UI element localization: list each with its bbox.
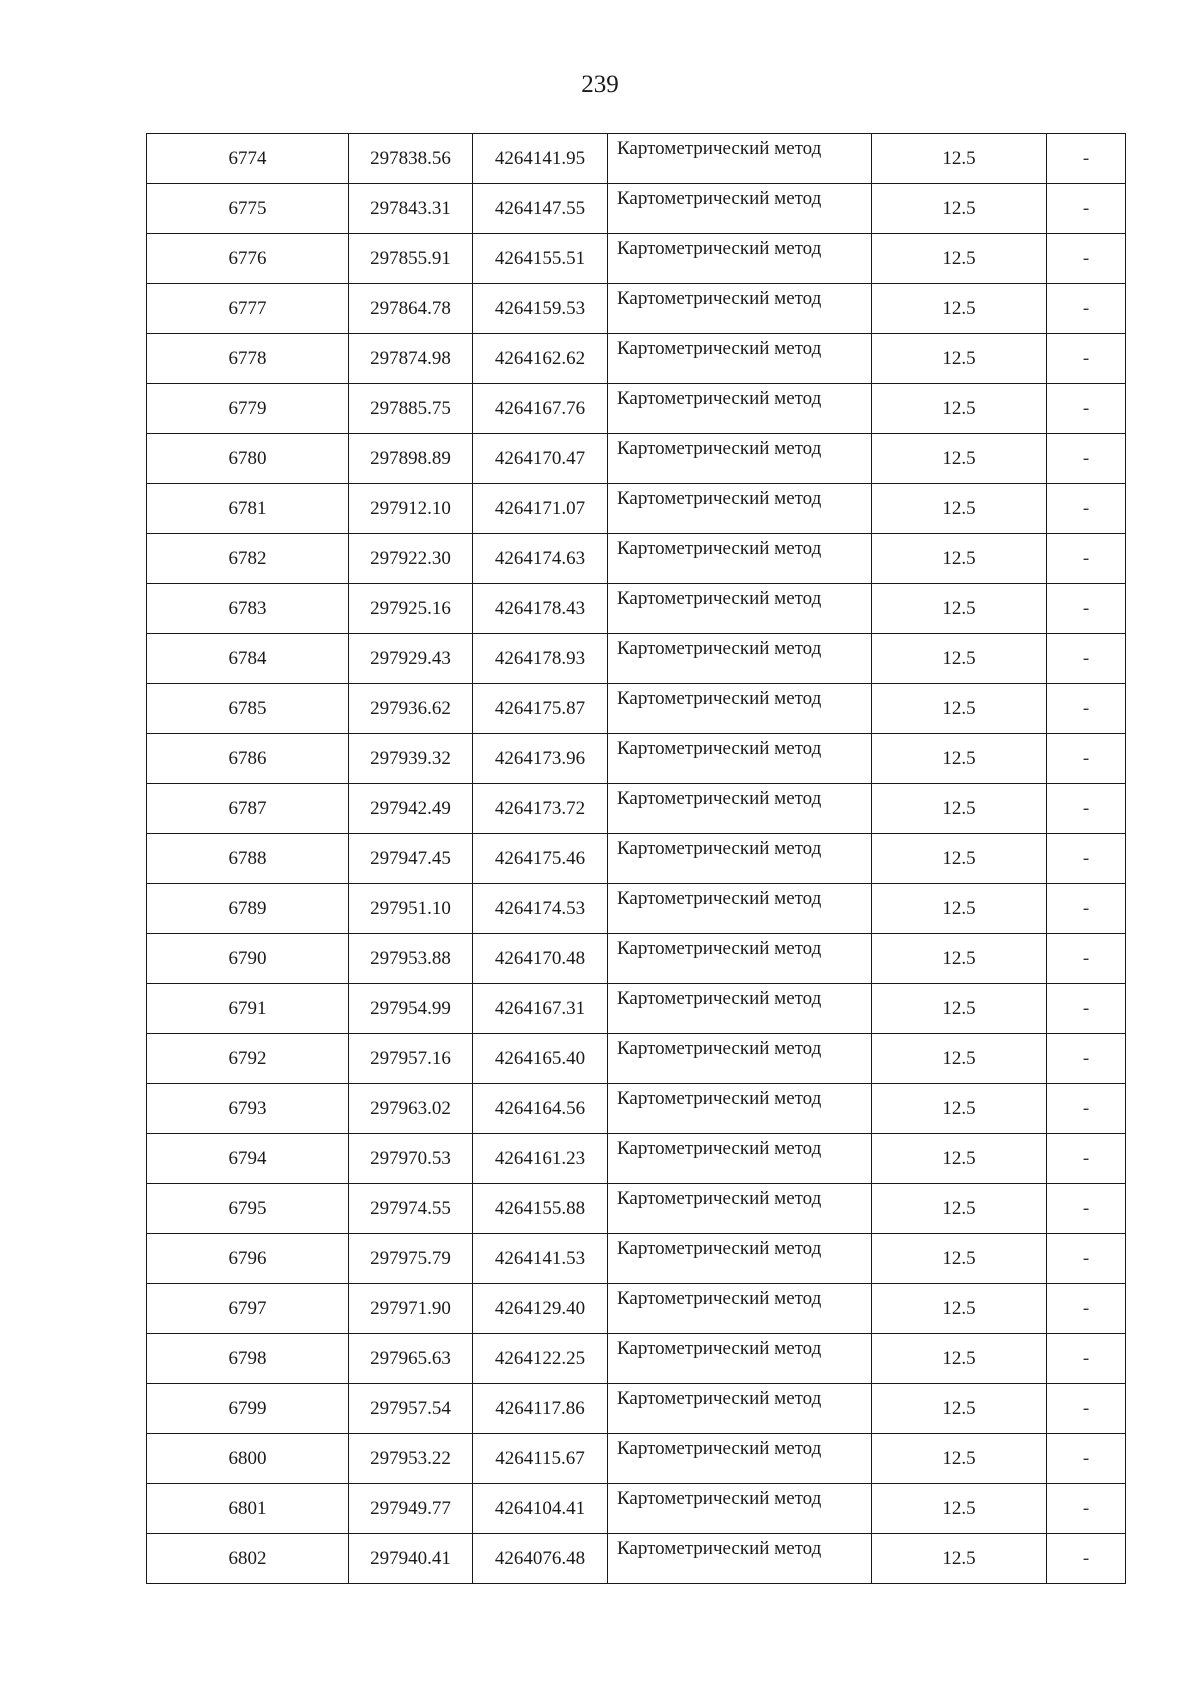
accuracy-cell: 12.5 [872,434,1047,484]
coordinates-table [146,133,1126,1584]
point-number-cell: 6795 [147,1184,349,1234]
table-row [147,234,1126,284]
table-row [147,384,1126,434]
note-cell: - [1047,1084,1126,1134]
method-cell: Картометрический метод [608,784,872,834]
point-number-cell: 6794 [147,1134,349,1184]
y-coordinate-cell: 4264174.53 [473,884,608,934]
y-coordinate-cell: 4264171.07 [473,484,608,534]
y-coordinate-cell: 4264175.87 [473,684,608,734]
point-number-cell: 6801 [147,1484,349,1534]
point-number-cell: 6776 [147,234,349,284]
note-cell: - [1047,584,1126,634]
accuracy-cell: 12.5 [872,884,1047,934]
table-row [147,1234,1126,1284]
note-cell: - [1047,1384,1126,1434]
accuracy-cell: 12.5 [872,1234,1047,1284]
accuracy-cell: 12.5 [872,1534,1047,1584]
method-cell: Картометрический метод [608,234,872,284]
method-cell: Картометрический метод [608,284,872,334]
accuracy-cell: 12.5 [872,734,1047,784]
table-row [147,1184,1126,1234]
point-number-cell: 6777 [147,284,349,334]
y-coordinate-cell: 4264178.43 [473,584,608,634]
x-coordinate-cell: 297843.31 [349,184,473,234]
x-coordinate-cell: 297953.88 [349,934,473,984]
y-coordinate-cell: 4264167.76 [473,384,608,434]
method-cell: Картометрический метод [608,134,872,184]
method-cell: Картометрический метод [608,534,872,584]
accuracy-cell: 12.5 [872,284,1047,334]
point-number-cell: 6802 [147,1534,349,1584]
y-coordinate-cell: 4264141.95 [473,134,608,184]
x-coordinate-cell: 297954.99 [349,984,473,1034]
x-coordinate-cell: 297974.55 [349,1184,473,1234]
y-coordinate-cell: 4264147.55 [473,184,608,234]
note-cell: - [1047,1334,1126,1384]
x-coordinate-cell: 297947.45 [349,834,473,884]
note-cell: - [1047,434,1126,484]
table-row [147,734,1126,784]
table-row [147,684,1126,734]
y-coordinate-cell: 4264115.67 [473,1434,608,1484]
y-coordinate-cell: 4264117.86 [473,1384,608,1434]
accuracy-cell: 12.5 [872,184,1047,234]
x-coordinate-cell: 297951.10 [349,884,473,934]
y-coordinate-cell: 4264155.51 [473,234,608,284]
accuracy-cell: 12.5 [872,384,1047,434]
x-coordinate-cell: 297949.77 [349,1484,473,1534]
table-row [147,1534,1126,1584]
y-coordinate-cell: 4264175.46 [473,834,608,884]
y-coordinate-cell: 4264161.23 [473,1134,608,1184]
note-cell: - [1047,1484,1126,1534]
accuracy-cell: 12.5 [872,684,1047,734]
note-cell: - [1047,1184,1126,1234]
y-coordinate-cell: 4264076.48 [473,1534,608,1584]
accuracy-cell: 12.5 [872,1084,1047,1134]
point-number-cell: 6788 [147,834,349,884]
method-cell: Картометрический метод [608,634,872,684]
point-number-cell: 6782 [147,534,349,584]
table-row [147,484,1126,534]
table-row [147,1134,1126,1184]
accuracy-cell: 12.5 [872,934,1047,984]
y-coordinate-cell: 4264141.53 [473,1234,608,1284]
note-cell: - [1047,984,1126,1034]
method-cell: Картометрический метод [608,984,872,1034]
table-row [147,1334,1126,1384]
accuracy-cell: 12.5 [872,1384,1047,1434]
page-number: 239 [581,71,619,98]
method-cell: Картометрический метод [608,884,872,934]
point-number-cell: 6799 [147,1384,349,1434]
method-cell: Картометрический метод [608,1534,872,1584]
table-row [147,1484,1126,1534]
x-coordinate-cell: 297885.75 [349,384,473,434]
accuracy-cell: 12.5 [872,484,1047,534]
point-number-cell: 6783 [147,584,349,634]
x-coordinate-cell: 297912.10 [349,484,473,534]
x-coordinate-cell: 297838.56 [349,134,473,184]
table-row [147,284,1126,334]
point-number-cell: 6797 [147,1284,349,1334]
accuracy-cell: 12.5 [872,784,1047,834]
point-number-cell: 6796 [147,1234,349,1284]
accuracy-cell: 12.5 [872,834,1047,884]
method-cell: Картометрический метод [608,1034,872,1084]
point-number-cell: 6785 [147,684,349,734]
note-cell: - [1047,784,1126,834]
accuracy-cell: 12.5 [872,1484,1047,1534]
x-coordinate-cell: 297940.41 [349,1534,473,1584]
table-row [147,984,1126,1034]
accuracy-cell: 12.5 [872,334,1047,384]
note-cell: - [1047,1234,1126,1284]
table-row [147,134,1126,184]
y-coordinate-cell: 4264167.31 [473,984,608,1034]
note-cell: - [1047,934,1126,984]
y-coordinate-cell: 4264165.40 [473,1034,608,1084]
point-number-cell: 6790 [147,934,349,984]
table-row [147,934,1126,984]
point-number-cell: 6789 [147,884,349,934]
accuracy-cell: 12.5 [872,634,1047,684]
table-row [147,1284,1126,1334]
method-cell: Картометрический метод [608,1484,872,1534]
method-cell: Картометрический метод [608,484,872,534]
y-coordinate-cell: 4264162.62 [473,334,608,384]
x-coordinate-cell: 297957.16 [349,1034,473,1084]
y-coordinate-cell: 4264104.41 [473,1484,608,1534]
method-cell: Картометрический метод [608,434,872,484]
y-coordinate-cell: 4264159.53 [473,284,608,334]
accuracy-cell: 12.5 [872,1034,1047,1084]
point-number-cell: 6792 [147,1034,349,1084]
x-coordinate-cell: 297874.98 [349,334,473,384]
point-number-cell: 6791 [147,984,349,1034]
point-number-cell: 6798 [147,1334,349,1384]
note-cell: - [1047,184,1126,234]
method-cell: Картометрический метод [608,1134,872,1184]
note-cell: - [1047,734,1126,784]
table-row [147,584,1126,634]
y-coordinate-cell: 4264129.40 [473,1284,608,1334]
x-coordinate-cell: 297898.89 [349,434,473,484]
x-coordinate-cell: 297971.90 [349,1284,473,1334]
table-row [147,1434,1126,1484]
accuracy-cell: 12.5 [872,134,1047,184]
note-cell: - [1047,484,1126,534]
method-cell: Картометрический метод [608,334,872,384]
method-cell: Картометрический метод [608,684,872,734]
note-cell: - [1047,134,1126,184]
accuracy-cell: 12.5 [872,984,1047,1034]
method-cell: Картометрический метод [608,584,872,634]
point-number-cell: 6775 [147,184,349,234]
point-number-cell: 6781 [147,484,349,534]
table-row [147,184,1126,234]
method-cell: Картометрический метод [608,184,872,234]
accuracy-cell: 12.5 [872,1134,1047,1184]
method-cell: Картометрический метод [608,834,872,884]
method-cell: Картометрический метод [608,1384,872,1434]
y-coordinate-cell: 4264164.56 [473,1084,608,1134]
note-cell: - [1047,834,1126,884]
method-cell: Картометрический метод [608,384,872,434]
point-number-cell: 6778 [147,334,349,384]
method-cell: Картометрический метод [608,1184,872,1234]
table-row [147,884,1126,934]
note-cell: - [1047,1134,1126,1184]
accuracy-cell: 12.5 [872,534,1047,584]
note-cell: - [1047,1534,1126,1584]
x-coordinate-cell: 297957.54 [349,1384,473,1434]
accuracy-cell: 12.5 [872,1284,1047,1334]
table-row [147,434,1126,484]
point-number-cell: 6780 [147,434,349,484]
x-coordinate-cell: 297939.32 [349,734,473,784]
x-coordinate-cell: 297864.78 [349,284,473,334]
x-coordinate-cell: 297975.79 [349,1234,473,1284]
note-cell: - [1047,634,1126,684]
note-cell: - [1047,684,1126,734]
y-coordinate-cell: 4264170.47 [473,434,608,484]
point-number-cell: 6800 [147,1434,349,1484]
accuracy-cell: 12.5 [872,1184,1047,1234]
note-cell: - [1047,1034,1126,1084]
note-cell: - [1047,884,1126,934]
y-coordinate-cell: 4264173.72 [473,784,608,834]
method-cell: Картометрический метод [608,1434,872,1484]
point-number-cell: 6787 [147,784,349,834]
table-row [147,1034,1126,1084]
note-cell: - [1047,334,1126,384]
note-cell: - [1047,1284,1126,1334]
y-coordinate-cell: 4264174.63 [473,534,608,584]
accuracy-cell: 12.5 [872,234,1047,284]
method-cell: Картометрический метод [608,1334,872,1384]
accuracy-cell: 12.5 [872,1334,1047,1384]
point-number-cell: 6786 [147,734,349,784]
x-coordinate-cell: 297965.63 [349,1334,473,1384]
method-cell: Картометрический метод [608,1234,872,1284]
method-cell: Картометрический метод [608,934,872,984]
y-coordinate-cell: 4264122.25 [473,1334,608,1384]
table-row [147,634,1126,684]
table-body [147,134,1126,1584]
table-row [147,1084,1126,1134]
x-coordinate-cell: 297922.30 [349,534,473,584]
table-row [147,1384,1126,1434]
x-coordinate-cell: 297936.62 [349,684,473,734]
y-coordinate-cell: 4264155.88 [473,1184,608,1234]
point-number-cell: 6784 [147,634,349,684]
x-coordinate-cell: 297855.91 [349,234,473,284]
accuracy-cell: 12.5 [872,1434,1047,1484]
x-coordinate-cell: 297925.16 [349,584,473,634]
x-coordinate-cell: 297942.49 [349,784,473,834]
point-number-cell: 6793 [147,1084,349,1134]
method-cell: Картометрический метод [608,734,872,784]
point-number-cell: 6774 [147,134,349,184]
y-coordinate-cell: 4264170.48 [473,934,608,984]
x-coordinate-cell: 297929.43 [349,634,473,684]
note-cell: - [1047,534,1126,584]
method-cell: Картометрический метод [608,1284,872,1334]
x-coordinate-cell: 297963.02 [349,1084,473,1134]
note-cell: - [1047,1434,1126,1484]
y-coordinate-cell: 4264178.93 [473,634,608,684]
x-coordinate-cell: 297953.22 [349,1434,473,1484]
table-row [147,784,1126,834]
y-coordinate-cell: 4264173.96 [473,734,608,784]
x-coordinate-cell: 297970.53 [349,1134,473,1184]
note-cell: - [1047,384,1126,434]
note-cell: - [1047,284,1126,334]
table-row [147,534,1126,584]
method-cell: Картометрический метод [608,1084,872,1134]
table-row [147,834,1126,884]
accuracy-cell: 12.5 [872,584,1047,634]
note-cell: - [1047,234,1126,284]
table-row [147,334,1126,384]
point-number-cell: 6779 [147,384,349,434]
